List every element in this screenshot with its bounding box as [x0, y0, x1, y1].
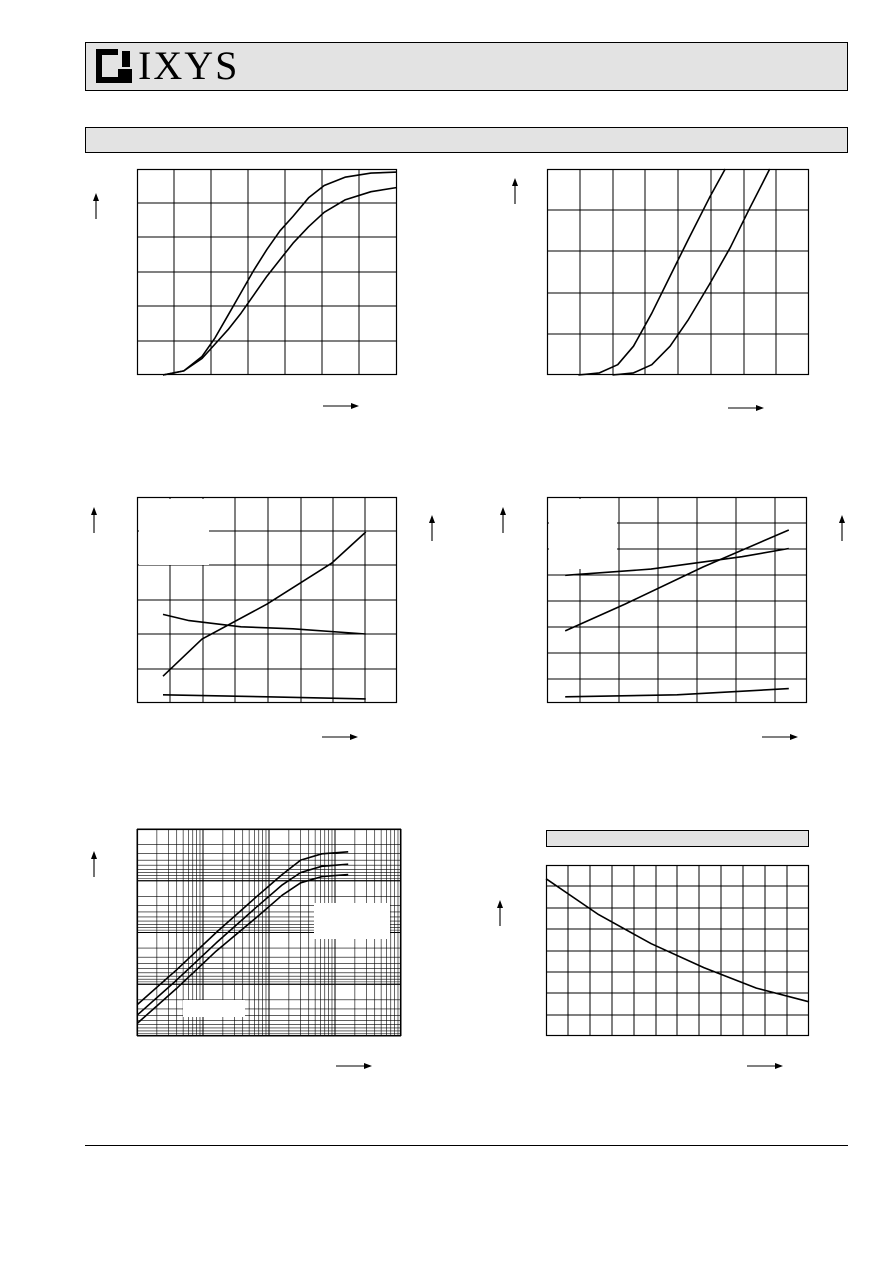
legend-blank [314, 903, 390, 939]
chart-4-y2-arrow-icon [838, 515, 846, 541]
chart-3-y-arrow-icon [90, 507, 98, 533]
chart-3-y2-arrow-icon [428, 515, 436, 541]
arrow-head [364, 1063, 372, 1069]
footer-rule [85, 1145, 848, 1146]
chart-2-x-arrow-icon [728, 404, 764, 412]
chart-5-x-arrow-icon [336, 1062, 372, 1070]
ixys-logo-icon [96, 49, 132, 83]
arrow-head [756, 405, 764, 411]
arrow-head [790, 734, 798, 740]
chart-6-grid [546, 865, 809, 1036]
arrow-head [91, 507, 97, 515]
arrow-head [429, 515, 435, 523]
arrow-head [497, 900, 503, 908]
curve-1 [578, 169, 725, 375]
chart-5 [137, 829, 401, 1036]
legend-blank [549, 499, 617, 569]
chart-6-y-arrow-icon [496, 900, 504, 926]
curve-2 [613, 169, 770, 375]
chart-6-caption-bar [546, 830, 809, 847]
curve-2 [163, 614, 366, 634]
chart-4-x-arrow-icon [762, 733, 798, 741]
chart-6 [546, 865, 809, 1036]
arrow-head [512, 178, 518, 186]
section-bar [85, 127, 848, 153]
curve-3 [163, 695, 366, 699]
chart-6-x-arrow-icon [747, 1062, 783, 1070]
arrow-head [775, 1063, 783, 1069]
brand-name: IXYS [138, 43, 240, 88]
arrow-head [350, 734, 358, 740]
chart-3 [137, 497, 397, 703]
arrow-head [839, 515, 845, 523]
chart-4-y-arrow-icon [499, 507, 507, 533]
chart-1-grid [137, 169, 397, 375]
chart-2-grid [547, 169, 809, 375]
chart-2 [547, 169, 809, 375]
legend-blank [183, 1000, 245, 1017]
chart-3-x-arrow-icon [322, 733, 358, 741]
chart-1-y-arrow-icon [92, 193, 100, 219]
chart-5-y-arrow-icon [90, 851, 98, 877]
chart-4 [547, 497, 807, 703]
curve-3 [565, 689, 789, 697]
chart-1-x-arrow-icon [323, 402, 359, 410]
arrow-head [91, 851, 97, 859]
curve-2 [163, 188, 397, 376]
arrow-head [351, 403, 359, 409]
brand-logo [96, 43, 240, 88]
legend-blank [139, 499, 209, 565]
chart-1 [137, 169, 397, 375]
arrow-head [93, 193, 99, 201]
arrow-head [500, 507, 506, 515]
chart-2-y-arrow-icon [511, 178, 519, 204]
